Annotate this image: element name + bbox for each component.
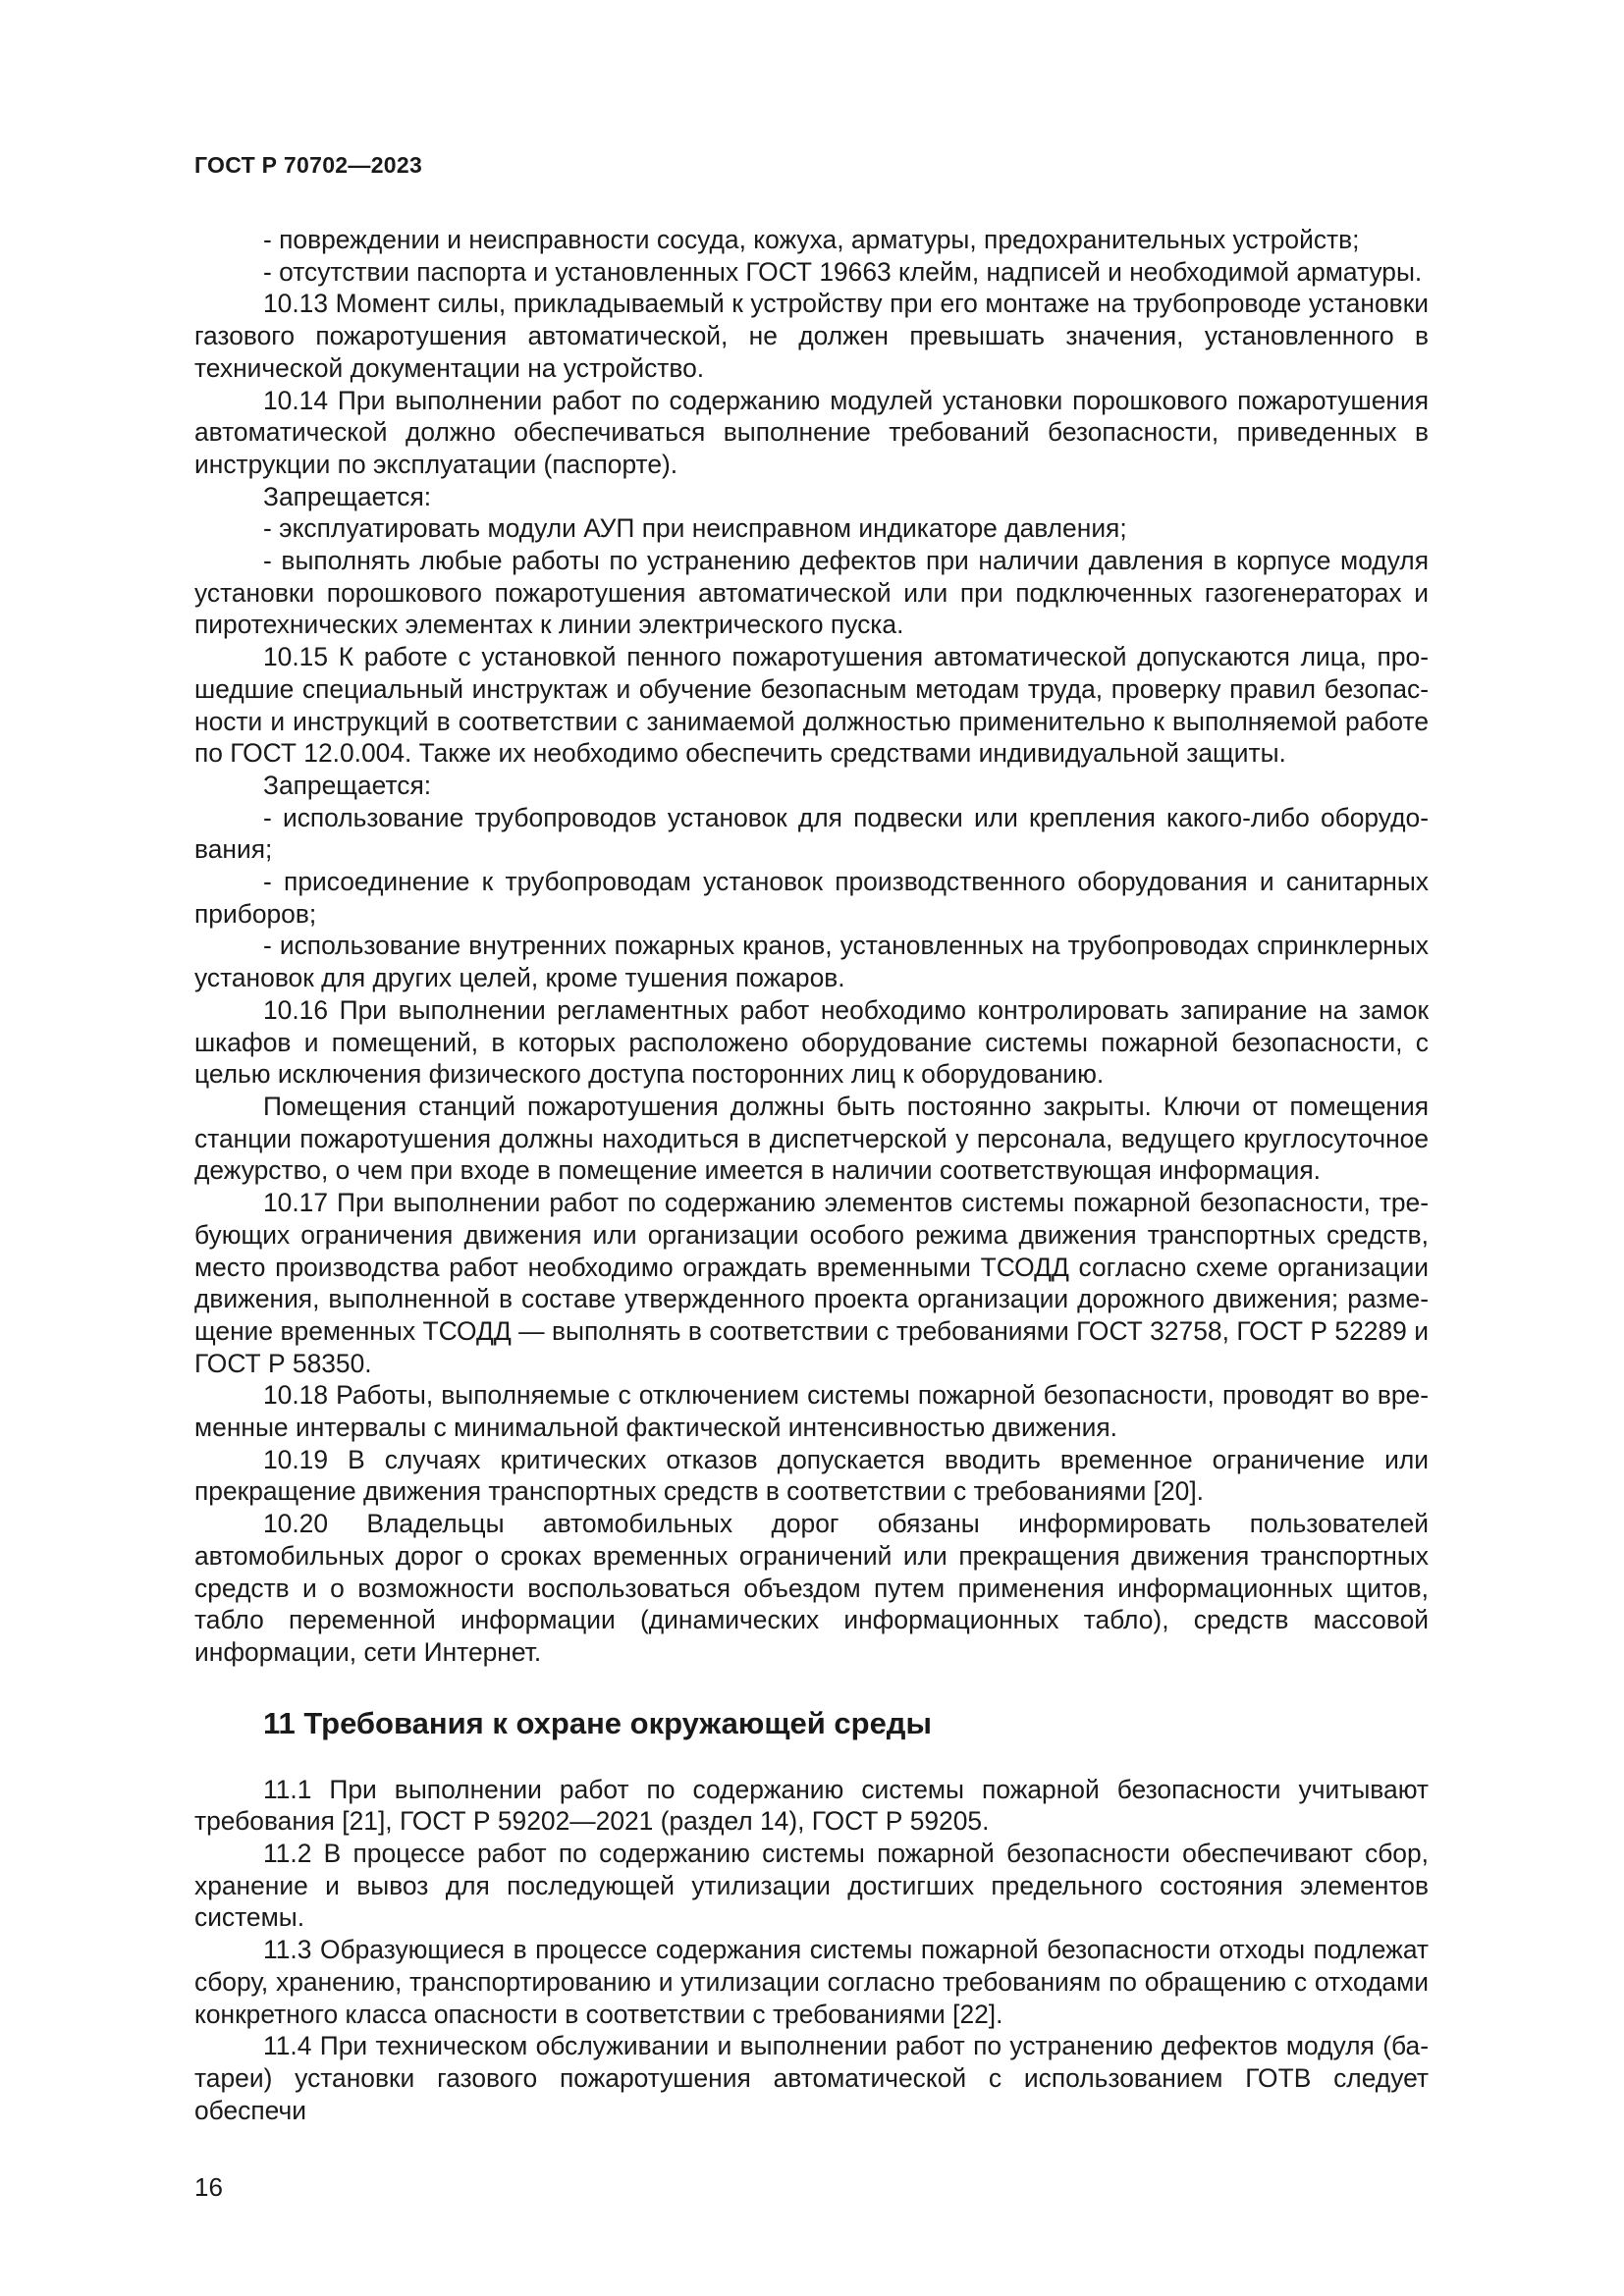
- paragraph: 10.14 При выполнении работ по содержанию модулей установки порошкового пожаротушения автоматической должно обеспечиваться выполнение требований безопасности, приведенных в инструкции по эксплуатации (паспорте).: [194, 385, 1429, 479]
- paragraph: - использование трубопроводов установок для подвески или крепления какого-либо оборудования;: [194, 802, 1429, 865]
- paragraph: 10.13 Момент силы, прикладываемый к устройству при его монтаже на трубопроводе установки газового пожаротушения автоматической, не должен превышать значения, установленного в технической документации на устройство.: [194, 289, 1429, 383]
- paragraph: 10.19 В случаях критических отказов допускается вводить временное ограничение или прекращение движения транспортных средств в соответствии с требованиями [20].: [194, 1444, 1429, 1507]
- paragraph: - выполнять любые работы по устранению дефектов при наличии давления в корпусе модуля установки порошкового пожаротушения автоматической или при подключенных газогенераторах и пиротехнических элементах к линии электрического пуска.: [194, 546, 1429, 640]
- paragraph: 11.4 При техническом обслуживании и выполнении работ по устранению дефектов модуля (батареи) установки газового пожаротушения автоматической с использованием ГОТВ следует обеспечи: [194, 2031, 1429, 2125]
- paragraph: - использование внутренних пожарных кранов, установленных на трубопроводах спринклерных установок для других целей, кроме тушения пожаров.: [194, 931, 1429, 993]
- paragraph: 10.18 Работы, выполняемые с отключением системы пожарной безопасности, проводят во временные интервалы с минимальной фактической интенсивностью движения.: [194, 1380, 1429, 1443]
- paragraph: Запрещается:: [263, 770, 432, 800]
- paragraph: 10.16 При выполнении регламентных работ необходимо контролировать запирание на замок шкафов и помещений, в которых расположено оборудование системы пожарной безопасности, с целью исключения физического доступа посторонних лиц к оборудованию.: [194, 994, 1429, 1090]
- paragraph: - эксплуатировать модули АУП при неисправном индикаторе давления;: [263, 513, 1127, 544]
- paragraph: 11.2 В процессе работ по содержанию системы пожарной безопасности обеспечивают сбор, хранение и вывоз для последующей утилизации достигших предельного состояния элементов системы.: [194, 1839, 1429, 1933]
- paragraph: 11.1 При выполнении работ по содержанию системы пожарной безопасности учитывают требования [21], ГОСТ Р 59202—2021 (раздел 14), ГОСТ Р 59205.: [194, 1774, 1429, 1837]
- section-heading: 11 Требования к охране окружающей среды: [263, 1705, 932, 1740]
- paragraph: Запрещается:: [263, 481, 432, 511]
- document-header: ГОСТ Р 70702—2023: [194, 152, 423, 178]
- paragraph: Помещения станций пожаротушения должны быть постоянно закрыты. Ключи от помещения станции пожаротушения должны находиться в диспетчерской у персонала, ведущего круглосуточное дежурство, о чем при входе в помещение имеется в наличии соответствующая информация.: [194, 1091, 1429, 1186]
- page-number: 16: [194, 2172, 223, 2202]
- paragraph: 10.20 Владельцы автомобильных дорог обязаны информировать пользователей автомобильных дорог о сроках временных ограничений или прекращения движения транспортных средств и о возможности воспользоваться объездом путем применения информационных щитов, табло переменной информации (динамических информационных табло), средств массовой информации, сети Интернет.: [194, 1509, 1429, 1667]
- paragraph: 10.17 При выполнении работ по содержанию элементов системы пожарной безопасности, требующих ограничения движения или организации особого режима движения транспортных средств, место производства работ необходимо ограждать временными ТСОДД согласно схеме организации движения, выполненной в составе утвержденного проекта организации дорожного движения; размещение временных ТСОДД — выполнять в соответствии с требованиями ГОСТ 32758, ГОСТ Р 52289 и ГОСТ Р 58350.: [194, 1188, 1429, 1378]
- paragraph: - отсутствии паспорта и установленных ГОСТ 19663 клейм, надписей и необходимой арматуры.: [263, 256, 1423, 287]
- paragraph: - присоединение к трубопроводам установок производственного оборудования и санитарных приборов;: [194, 867, 1429, 929]
- paragraph: 10.15 К работе с установкой пенного пожаротушения автоматической допускаются лица, прошедшие специальный инструктаж и обучение безопасным методам труда, проверку правил безопасности и инструкций в соответствии с занимаемой должностью применительно к выполняемой работе по ГОСТ 12.0.004. Также их необходимо обеспечить средствами индивидуальной защиты.: [194, 642, 1429, 769]
- page-body: [194, 224, 1429, 2126]
- paragraph: 11.3 Образующиеся в процессе содержания системы пожарной безопасности отходы подлежат сбору, хранению, транспортированию и утилизации согласно требованиям по обращению с отходами конкретного класса опасности в соответствии с требованиями [22].: [194, 1935, 1429, 2029]
- paragraph: - повреждении и неисправности сосуда, кожуха, арматуры, предохранительных устройств;: [263, 225, 1360, 254]
